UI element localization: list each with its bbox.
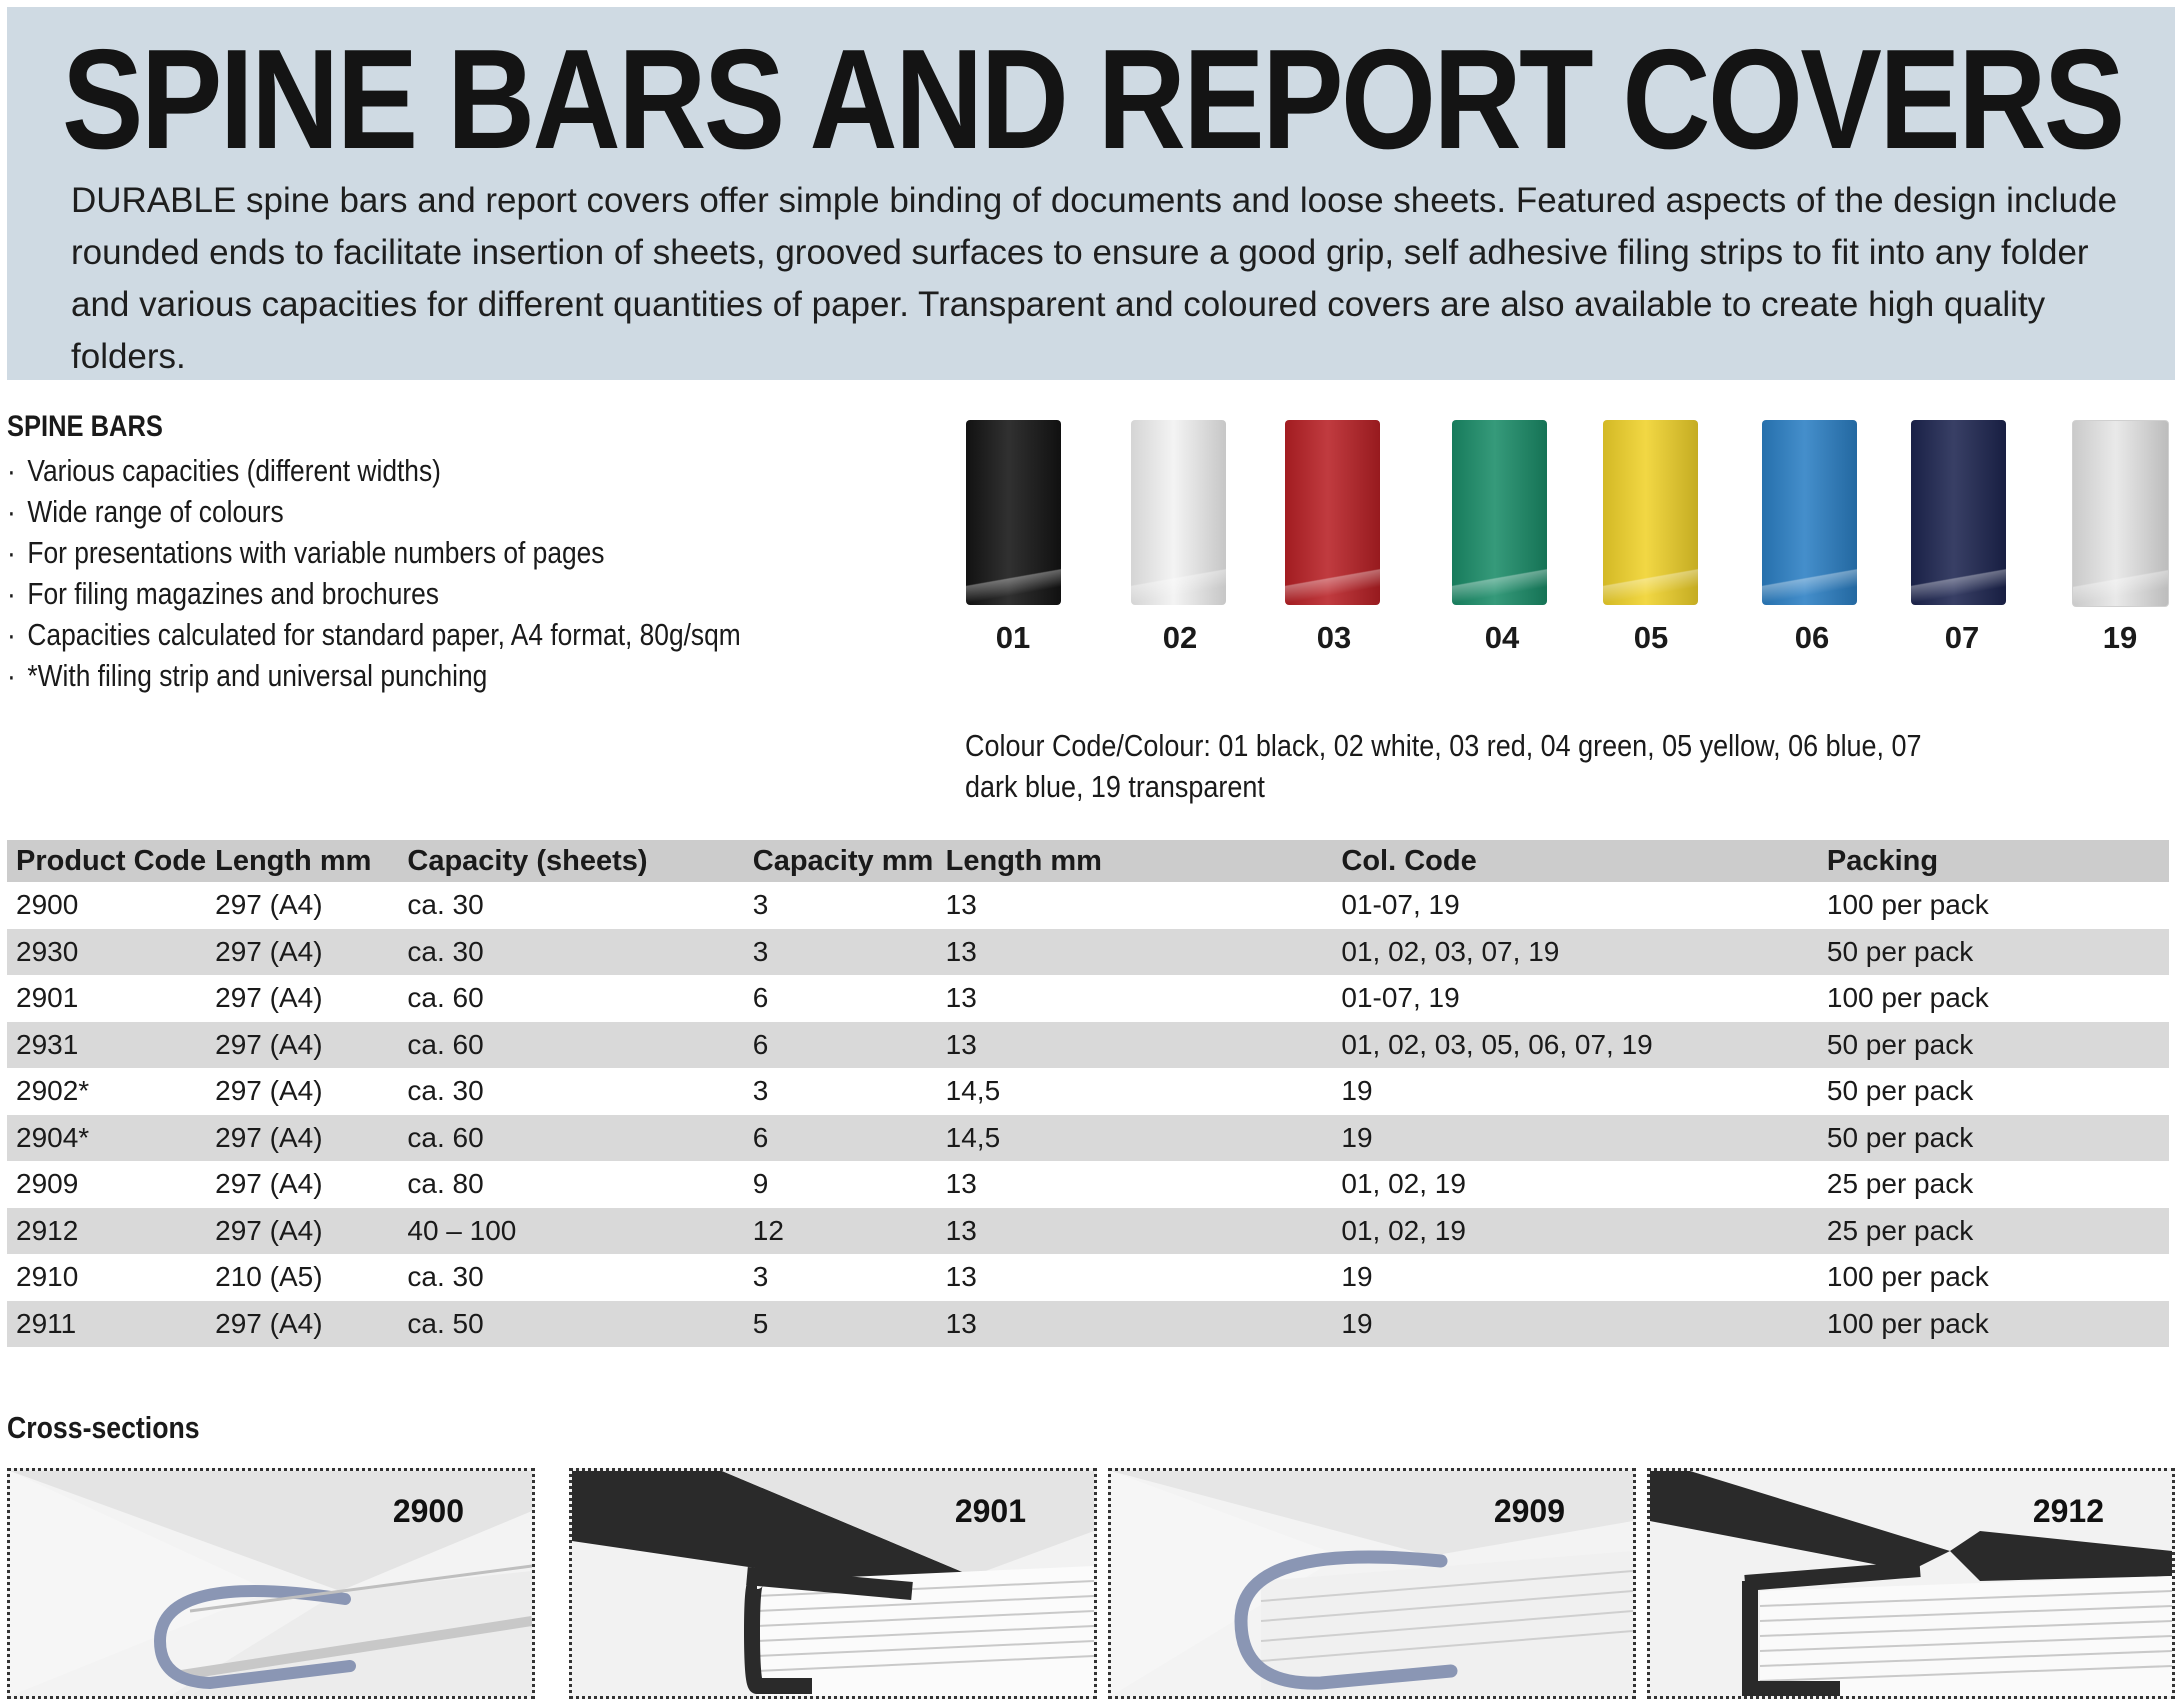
colour-code-label: 07 — [1944, 620, 1980, 655]
colour-swatch-01 — [966, 420, 1061, 605]
table-row — [7, 882, 2169, 929]
colour-code-label: 01 — [995, 620, 1031, 655]
cross-section-label: 2909 — [1493, 1493, 1565, 1529]
table-cell: 2931 — [7, 1022, 206, 1069]
table-cell: 100 per pack — [1826, 1261, 1989, 1293]
table-cell: 210 (A5) — [215, 1261, 323, 1293]
cross-section-label: 2901 — [954, 1493, 1026, 1529]
cross-section-2901 — [569, 1468, 1097, 1699]
table-row — [7, 1115, 2169, 1162]
table-cell: 25 per pack — [1826, 1168, 1974, 1200]
table-cell: 01, 02, 03, 05, 06, 07, 19 — [1332, 1022, 1818, 1069]
table-cell: 6 — [744, 1115, 937, 1162]
feature-item: · *With filing strip and universal punching — [7, 655, 741, 696]
table-cell: 100 per pack — [1826, 982, 1989, 1014]
table-cell: 2909 — [16, 1168, 79, 1200]
table-cell: 2912 — [7, 1208, 206, 1255]
table-cell: 13 — [945, 982, 977, 1014]
table-cell: 5 — [744, 1301, 937, 1348]
table-row — [7, 1254, 2169, 1301]
colour-code-label: 05 — [1633, 620, 1669, 655]
table-cell: 100 per pack — [1826, 889, 1989, 921]
header-banner — [7, 7, 2175, 380]
table-row — [7, 1208, 2169, 1255]
table-cell: 297 (A4) — [206, 1301, 398, 1348]
cross-section-2912 — [1647, 1468, 2175, 1699]
table-cell: 13 — [945, 1261, 977, 1293]
colour-legend: Colour Code/Colour: 01 black, 02 white, 03 red, 04 green, 05 yellow, 06 blue, 07 dark blue, 19 transparent — [965, 728, 1922, 804]
table-cell: 3 — [752, 889, 769, 921]
table-cell: 13 — [945, 1168, 977, 1200]
table-row — [7, 975, 2169, 1022]
feature-item: · For presentations with variable numbers of pages — [7, 532, 741, 573]
table-cell: 50 per pack — [1818, 1115, 2169, 1162]
table-cell: 297 (A4) — [206, 929, 398, 976]
cross-section-label: 2912 — [2032, 1493, 2104, 1529]
table-cell: 100 per pack — [1818, 1301, 2169, 1348]
column-header: Length mm — [206, 840, 398, 882]
feature-item: · Capacities calculated for standard paper, A4 format, 80g/sqm — [7, 614, 741, 655]
cross-sections-heading: Cross-sections — [7, 1410, 200, 1445]
table-cell: 2902* — [16, 1075, 90, 1107]
table-cell: 13 — [937, 1208, 1333, 1255]
table-cell: ca. 30 — [407, 1075, 484, 1107]
table-cell: 01, 02, 19 — [1341, 1168, 1466, 1200]
cross-section-label: 2900 — [392, 1493, 464, 1529]
table-row — [7, 1301, 2169, 1348]
table-cell: 19 — [1332, 1301, 1818, 1348]
table-cell: ca. 60 — [398, 1115, 743, 1162]
colour-code-label: 02 — [1162, 620, 1198, 655]
table-cell: 50 per pack — [1818, 929, 2169, 976]
colour-swatch-06 — [1762, 420, 1857, 605]
table-cell: 2911 — [7, 1301, 206, 1348]
table-cell: 13 — [937, 1022, 1333, 1069]
table-row — [7, 1068, 2169, 1115]
colour-swatch-03 — [1285, 420, 1380, 605]
table-cell: 50 per pack — [1826, 1075, 1974, 1107]
table-cell: 13 — [945, 889, 977, 921]
column-header: Capacity (sheets) — [398, 840, 743, 882]
colour-code-label: 06 — [1794, 620, 1830, 655]
table-cell: 2930 — [7, 929, 206, 976]
table-cell: 297 (A4) — [206, 1115, 398, 1162]
column-header: Col. Code — [1332, 840, 1818, 882]
intro-paragraph: DURABLE spine bars and report covers offer simple binding of documents and loose sheets. Featured aspects of the design include rounded ends to facilitate insertion of sheets, grooved surfaces to ensure a good grip, self adhesive filing strips to fit into any folder and various capacities for different quantities of paper. Transparent and coloured covers are also available to create high quality folders. — [71, 181, 2118, 376]
table-cell: 3 — [744, 929, 937, 976]
table-cell: 3 — [752, 1075, 769, 1107]
spine-bars-heading: SPINE BARS — [7, 410, 163, 443]
feature-item: · Various capacities (different widths) — [7, 450, 741, 491]
table-cell: ca. 30 — [407, 889, 484, 921]
table-cell: ca. 80 — [407, 1168, 484, 1200]
colour-code-label: 04 — [1484, 620, 1520, 655]
feature-item: · Wide range of colours — [7, 491, 741, 532]
table-cell: 297 (A4) — [215, 1168, 323, 1200]
table-cell: 14,5 — [945, 1075, 1001, 1107]
page-title: SPINE BARS AND REPORT COVERS — [62, 20, 2123, 179]
table-cell: 01, 02, 03, 07, 19 — [1332, 929, 1818, 976]
colour-code-label: 03 — [1316, 620, 1352, 655]
table-row — [7, 1022, 2169, 1069]
table-cell: 13 — [937, 1301, 1333, 1348]
table-row — [7, 929, 2169, 976]
table-row — [7, 1161, 2169, 1208]
table-cell: ca. 30 — [407, 1261, 484, 1293]
table-cell: 297 (A4) — [206, 1022, 398, 1069]
table-header-row — [7, 840, 2169, 882]
table-cell: 19 — [1332, 1115, 1818, 1162]
feature-list — [7, 450, 870, 696]
table-cell: 297 (A4) — [206, 1208, 398, 1255]
colour-swatch-07 — [1911, 420, 2006, 605]
feature-item: · For filing magazines and brochures — [7, 573, 741, 614]
column-header: Length mm — [937, 840, 1333, 882]
table-cell: 01, 02, 19 — [1332, 1208, 1818, 1255]
table-cell: 6 — [752, 982, 769, 1014]
spine-bar-spec-table — [7, 840, 2169, 1347]
table-cell: 12 — [744, 1208, 937, 1255]
table-cell: 01-07, 19 — [1341, 889, 1460, 921]
table-cell: 297 (A4) — [215, 889, 323, 921]
column-header: Product Code — [7, 840, 206, 882]
table-cell: 2900 — [16, 889, 79, 921]
column-header: Packing — [1818, 840, 2169, 882]
table-cell: 297 (A4) — [215, 982, 323, 1014]
table-cell: 01-07, 19 — [1341, 982, 1460, 1014]
table-cell: 2910 — [16, 1261, 79, 1293]
table-cell: 3 — [752, 1261, 769, 1293]
table-cell: 9 — [752, 1168, 769, 1200]
table-cell: ca. 60 — [398, 1022, 743, 1069]
column-header: Capacity mm — [744, 840, 937, 882]
cross-section-2900 — [7, 1468, 535, 1699]
colour-swatch-05 — [1603, 420, 1698, 605]
table-cell: ca. 30 — [398, 929, 743, 976]
table-cell: 6 — [744, 1022, 937, 1069]
table-cell: 19 — [1341, 1261, 1373, 1293]
table-cell: 14,5 — [937, 1115, 1333, 1162]
table-cell: ca. 60 — [407, 982, 484, 1014]
colour-code-label: 19 — [2102, 620, 2138, 655]
cross-section-2909 — [1108, 1468, 1636, 1699]
table-cell: 13 — [937, 929, 1333, 976]
table-cell: 40 – 100 — [398, 1208, 743, 1255]
table-cell: 2901 — [16, 982, 79, 1014]
table-cell: 25 per pack — [1818, 1208, 2169, 1255]
colour-swatch-04 — [1452, 420, 1547, 605]
table-cell: 50 per pack — [1818, 1022, 2169, 1069]
table-cell: ca. 50 — [398, 1301, 743, 1348]
colour-swatch-02 — [1131, 420, 1226, 605]
colour-swatch-19 — [2072, 420, 2169, 607]
table-cell: 2904* — [7, 1115, 206, 1162]
table-cell: 19 — [1341, 1075, 1373, 1107]
table-cell: 297 (A4) — [215, 1075, 323, 1107]
